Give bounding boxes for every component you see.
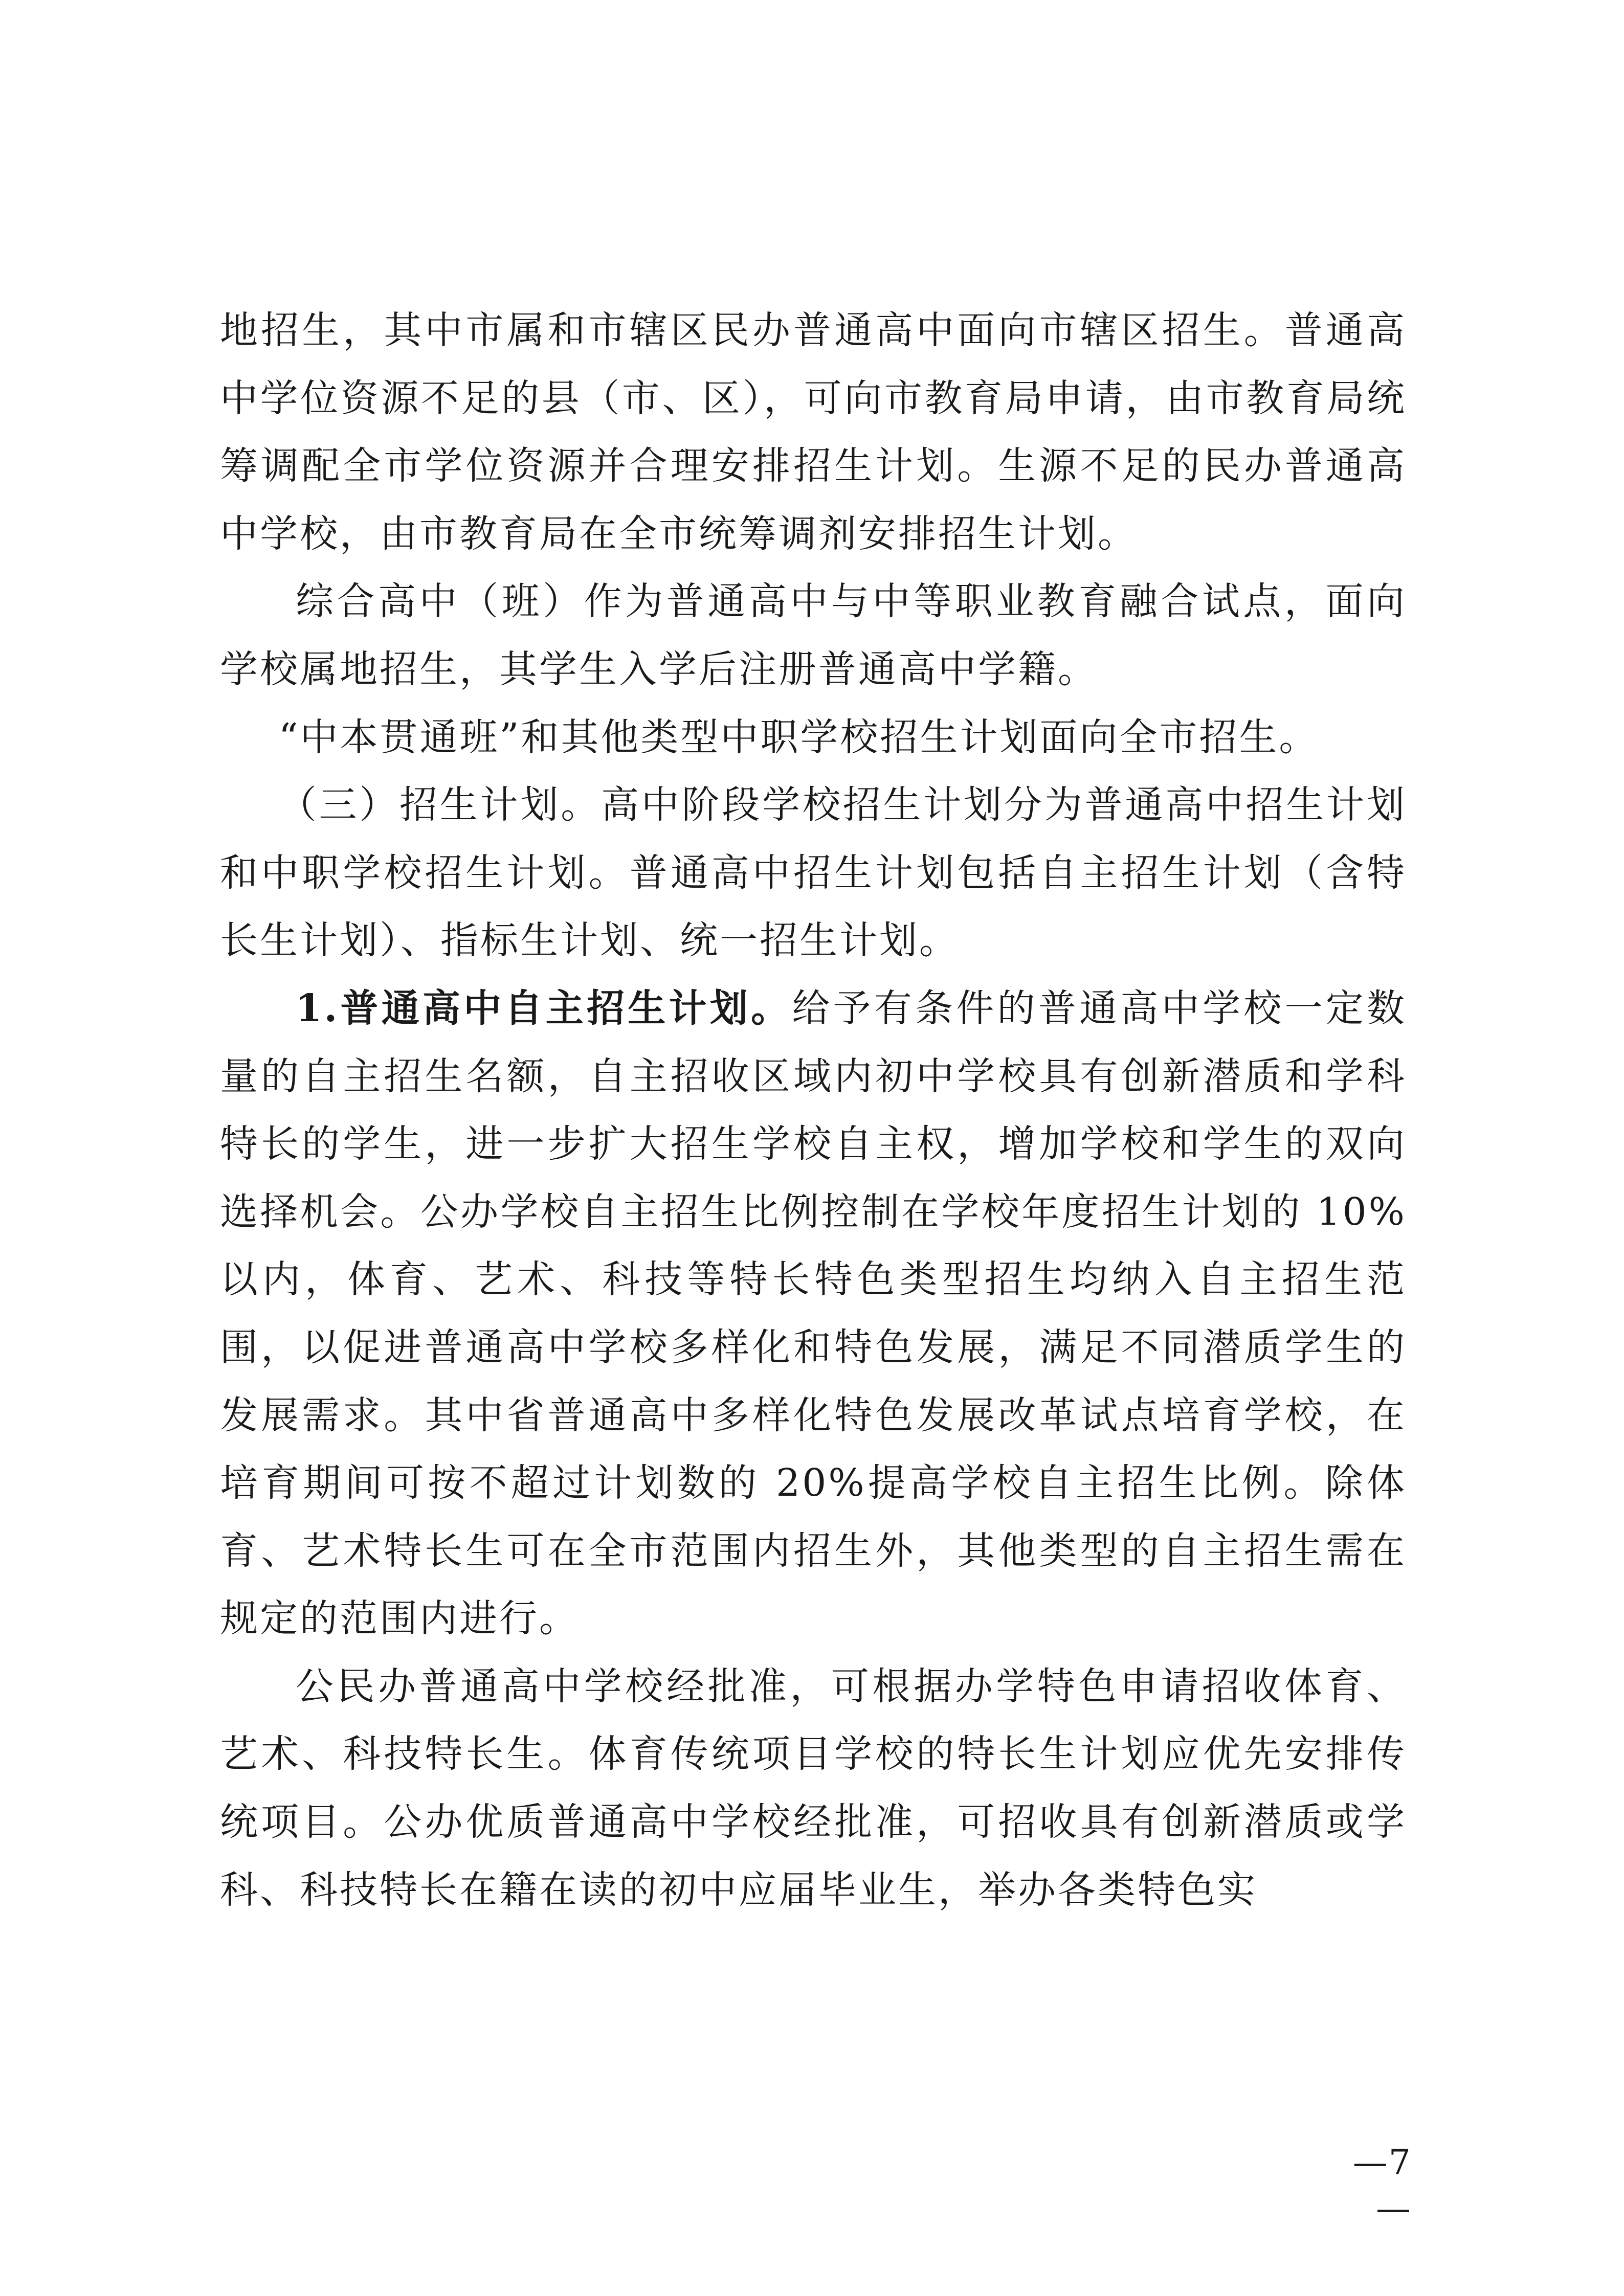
paragraph-text: 公民办普通高中学校经批准，可根据办学特色申请招收体育、艺术、科技特长生。体育传统项目学校的特长生计划应优先安排传统项目。公办优质普通高中学校经批准，可招收具有创新潜质或学科、科技特长在籍在读的初中应届毕业生，举办各类特色实 xyxy=(220,1664,1407,1912)
paragraph-enrollment-plan xyxy=(220,771,1407,975)
section-heading: （三）招生计划。 xyxy=(278,783,602,827)
page-number: —7— xyxy=(1352,2143,1412,2229)
paragraph-text: 给予有条件的普通高中学校一定数量的自主招生名额，自主招收区域内初中学校具有创新潜质和学科特长的学生，进一步扩大招生学校自主权，增加学校和学生的双向选择机会。公办学校自主招生比例控制在学校年度招生计划的 10%以内，体育、艺术、科技等特长特色类型招生均纳入自主招生范围，以促进普通高中学校多样化和特色发展，满足不同潜质学生的发展需求。其中省普通高中多样化特色发展改革试点培育学校，在培育期间可按不超过计划数的 20%提高学校自主招生比例。除体育、艺术特长生可在全市范围内招生外，其他类型的自主招生需在规定的范围内进行。 xyxy=(220,986,1407,1641)
paragraph-continuation xyxy=(220,297,1407,568)
section-heading: 1.普通高中自主招生计划。 xyxy=(296,986,792,1030)
paragraph-text: 高中阶段学校招生计划分为普通高中招生计划和中职学校招生计划。普通高中招生计划包括自主招生计划（含特长生计划）、指标生计划、统一招生计划。 xyxy=(220,783,1407,963)
paragraph-text: “中本贯通班”和其他类型中职学校招生计划面向全市招生。 xyxy=(278,715,1319,759)
body-text xyxy=(220,297,1407,1924)
paragraph-text: 地招生，其中市属和市辖区民办普通高中面向市辖区招生。普通高中学位资源不足的县（市、区），可向市教育局申请，由市教育局统筹调配全市学位资源并合理安排招生计划。生源不足的民办普通高中学校，由市教育局在全市统筹调剂安排招生计划。 xyxy=(220,308,1407,556)
paragraph-zhongben-class xyxy=(220,704,1407,772)
paragraph-text: 综合高中（班）作为普通高中与中等职业教育融合试点，面向学校属地招生，其学生入学后注册普通高中学籍。 xyxy=(220,579,1407,691)
paragraph-autonomous-enrollment xyxy=(220,975,1407,1653)
paragraph-comprehensive-high-school xyxy=(220,568,1407,703)
paragraph-specialty-students xyxy=(220,1653,1407,1924)
